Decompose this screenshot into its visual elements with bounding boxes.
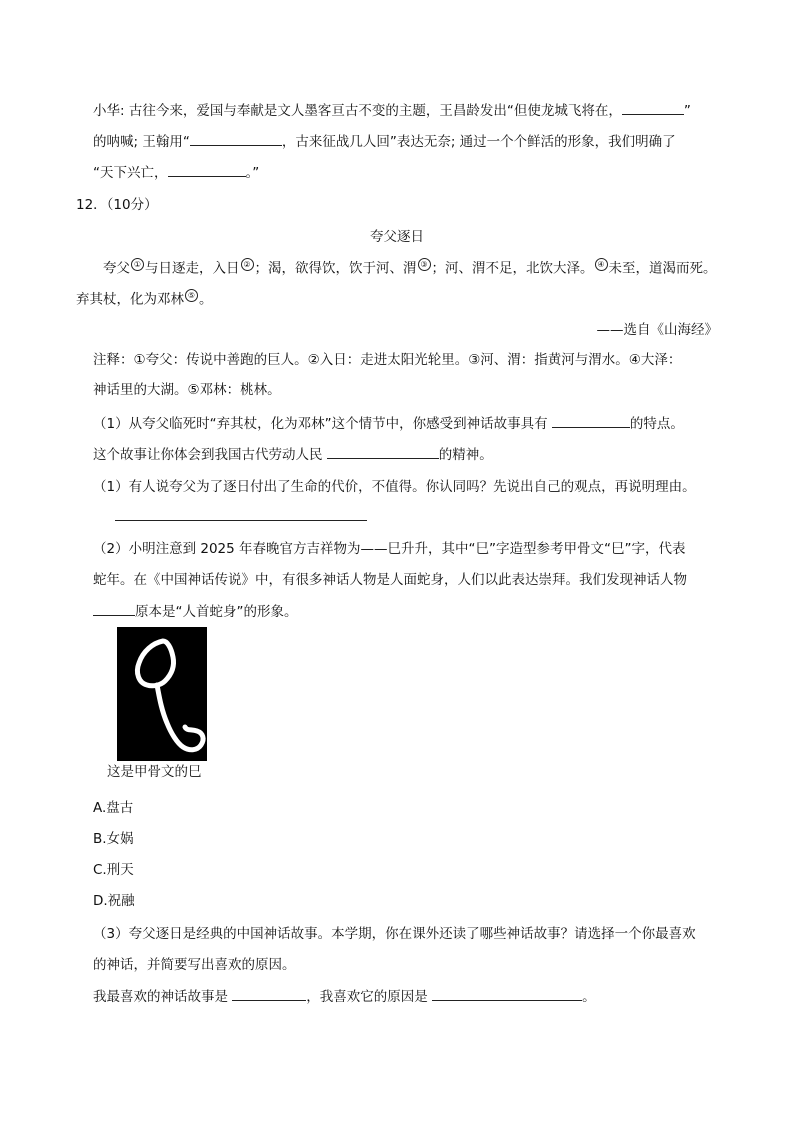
passage-title: 夸父逐日 <box>370 229 424 245</box>
intro-text: 的呐喊; 王翰用“ <box>93 134 190 150</box>
answer-blank[interactable] <box>190 131 282 146</box>
notes-line-2: 神话里的大湖。⑤邓林：桃林。 <box>93 382 281 398</box>
question-number: 12．（10分） <box>76 197 158 213</box>
answer-blank[interactable] <box>168 162 246 177</box>
sub3-line-2: 的神话，并简要写出喜欢的原因。 <box>93 957 296 973</box>
option-a[interactable]: A.盘古 <box>93 800 134 816</box>
intro-text: “天下兴亡， <box>93 165 168 181</box>
sub3-text: ，我喜欢它的原因是 <box>306 989 433 1005</box>
oracle-bone-si-image <box>117 627 207 761</box>
sub1-text: （1）从夸父临死时“弃其杖，化为邓林”这个情节中，你感受到神话故事具有 <box>93 416 552 432</box>
intro-text: 小华: 古往今来，爱国与奉献是文人墨客亘古不变的主题，王昌龄发出“但使龙城飞将在， <box>93 103 622 119</box>
oracle-bone-glyph <box>117 627 207 761</box>
intro-text: ，古来征战几人回”表达无奈; 通过一个个鲜活的形象，我们明确了 <box>281 134 676 150</box>
footnote-marker: ④ <box>595 258 608 271</box>
passage-text: 。 <box>199 291 213 308</box>
option-c[interactable]: C.刑天 <box>93 862 134 878</box>
passage-line-2 <box>76 289 213 310</box>
sub2-line-3 <box>93 601 298 622</box>
intro-line-3 <box>93 162 259 183</box>
intro-line-2 <box>93 131 676 152</box>
sub1-line-1 <box>93 413 684 434</box>
passage-text: 弃其杖，化为邓林 <box>76 291 184 308</box>
sub1-text: 的精神。 <box>438 447 493 463</box>
sub3-text: 我最喜欢的神话故事是 <box>93 989 233 1005</box>
answer-blank[interactable] <box>327 444 439 459</box>
answer-blank[interactable] <box>552 413 630 428</box>
answer-blank[interactable] <box>93 601 135 616</box>
option-b[interactable]: B.女娲 <box>93 831 134 847</box>
sub1-line-2 <box>93 444 493 465</box>
footnote-marker: ② <box>241 258 254 271</box>
sub1-text: 的特点。 <box>629 416 684 432</box>
answer-blank[interactable] <box>432 986 582 1001</box>
passage-text: 与日逐走，入日 <box>145 260 240 277</box>
footnote-marker: ① <box>131 258 144 271</box>
notes-line-1: 注释：①夸父：传说中善跑的巨人。②入日：走进太阳光轮里。③河、渭：指黄河与渭水。④大泽： <box>93 352 682 368</box>
sub1-text: 这个故事让你体会到我国古代劳动人民 <box>93 447 327 463</box>
intro-line-1 <box>93 100 691 121</box>
footnote-marker: ⑤ <box>185 289 198 302</box>
sub1b-line-1: （1）有人说夸父为了逐日付出了生命的代价，不值得。你认同吗？先说出自己的观点，再说明理由。 <box>93 479 696 495</box>
passage-text: ；河、渭不足，北饮大泽。 <box>431 260 594 277</box>
sub3-text: 。 <box>582 989 596 1005</box>
answer-line[interactable] <box>115 520 367 521</box>
sub3-line-3 <box>93 986 596 1007</box>
passage-text: 未至，道渴而死。 <box>608 260 717 277</box>
sub2-line-1: （2）小明注意到 2025 年春晚官方吉祥物为——巳升升，其中“巳”字造型参考甲骨文“巳”字，代表 <box>93 541 686 557</box>
sub2-line-2: 蛇年。在《中国神话传说》中，有很多神话人物是人面蛇身，人们以此表达崇拜。我们发现神话人物 <box>93 572 687 588</box>
answer-blank[interactable] <box>622 100 684 115</box>
sub3-line-1: （3）夸父逐日是经典的中国神话故事。本学期，你在课外还读了哪些神话故事？请选择一个你最喜欢 <box>93 926 696 942</box>
intro-text: 。” <box>245 165 260 181</box>
passage-text: ；渴，欲得饮，饮于河、渭 <box>254 260 417 277</box>
image-caption: 这是甲骨文的巳 <box>107 764 202 780</box>
option-d[interactable]: D.祝融 <box>93 893 135 909</box>
passage-source: ——选自《山海经》 <box>596 322 718 338</box>
sub2-text: 原本是“人首蛇身”的形象。 <box>135 604 298 620</box>
passage-text: 夸父 <box>103 260 130 277</box>
answer-blank[interactable] <box>232 986 306 1001</box>
passage-line-1 <box>103 258 717 279</box>
intro-text: ” <box>683 103 691 119</box>
footnote-marker: ③ <box>418 258 431 271</box>
